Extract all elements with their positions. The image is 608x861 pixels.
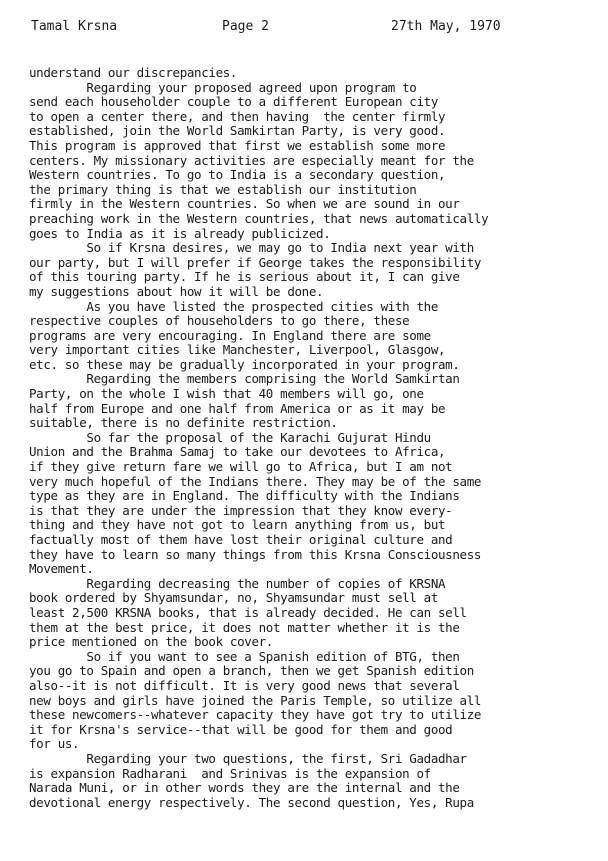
text-line: for us.	[29, 736, 80, 752]
text-line: So far the proposal of the Karachi Gujurat Hindu	[29, 429, 431, 445]
header-name: Tamal Krsna	[31, 19, 118, 34]
text-line: Regarding decreasing the number of copies of KRSNA	[29, 575, 446, 591]
text-line: send each householder couple to a different European city	[29, 94, 439, 110]
text-line: them at the best price, it does not matter whether it is the	[29, 619, 460, 635]
text-line: these newcomers--whatever capacity they have got try to utilize	[29, 707, 482, 723]
text-line: price mentioned on the book cover.	[29, 634, 273, 650]
text-line: firmly in the Western countries. So when we are sound in our	[29, 196, 460, 212]
text-line: etc. so these may be gradually incorporated in your program.	[29, 356, 460, 372]
text-line: Regarding your proposed agreed upon program to	[29, 79, 417, 95]
letter-body	[29, 66, 599, 810]
text-line: you go to Spain and open a branch, then we get Spanish edition	[29, 663, 474, 679]
text-line: As you have listed the prospected cities with the	[29, 298, 439, 314]
text-line: devotional energy respectively. The second question, Yes, Rupa	[29, 794, 474, 810]
text-line: So if Krsna desires, we may go to India next year with	[29, 240, 474, 256]
text-line: new boys and girls have joined the Paris Temple, so utilize all	[29, 692, 482, 708]
text-line: our party, but I will prefer if George takes the responsibility	[29, 254, 482, 270]
text-line: very important cities like Manchester, Liverpool, Glasgow,	[29, 342, 446, 358]
text-line: book ordered by Shyamsundar, no, Shyamsundar must sell at	[29, 590, 439, 606]
text-line: thing and they have not got to learn anything from us, but	[29, 517, 446, 533]
text-line: Party, on the whole I wish that 40 members will go, one	[29, 386, 424, 402]
text-line: if they give return fare we will go to Africa, but I am not	[29, 459, 453, 475]
text-line: least 2,500 KRSNA books, that is already decided. He can sell	[29, 604, 467, 620]
text-line: established, join the World Samkirtan Party, is very good.	[29, 123, 446, 139]
text-line: very much hopeful of the Indians there. They may be of the same	[29, 473, 482, 489]
text-line: half from Europe and one half from America or as it may be	[29, 400, 446, 416]
text-line: factually most of them have lost their original culture and	[29, 532, 453, 547]
text-line: This program is approved that first we establish some more	[29, 137, 446, 153]
text-line: also--it is not difficult. It is very good news that several	[29, 677, 460, 693]
text-line: Union and the Brahma Samaj to take our devotees to Africa,	[29, 444, 446, 460]
text-line: goes to India as it is already publicized.	[29, 225, 331, 241]
text-line: is that they are under the impression that they know every-	[29, 502, 453, 518]
text-line: to open a center there, and then having the center firmly	[29, 108, 446, 124]
header-page-number: Page 2	[222, 19, 269, 34]
text-line: my suggestions about how it will be done.	[29, 283, 324, 299]
text-line: type as they are in England. The difficulty with the Indians	[29, 488, 460, 504]
text-line: centers. My missionary activities are especially meant for the	[29, 152, 474, 168]
text-line: they have to learn so many things from this Krsna Consciousness	[29, 546, 482, 562]
text-line: programs are very encouraging. In England there are some	[29, 327, 431, 343]
text-line: suitable, there is no definite restriction.	[29, 415, 338, 431]
text-line: of this touring party. If he is serious about it, I can give	[29, 269, 460, 285]
text-line: Regarding your two questions, the first, Sri Gadadhar	[29, 750, 467, 766]
text-line: understand our discrepancies.	[29, 65, 238, 80]
text-line: is expansion Radharani and Srinivas is the expansion of	[29, 765, 431, 781]
text-line: Western countries. To go to India is a secondary question,	[29, 167, 446, 183]
text-line: Regarding the members comprising the World Samkirtan	[29, 371, 460, 387]
text-line: Movement.	[29, 561, 94, 577]
text-line: the primary thing is that we establish our institution	[29, 181, 417, 197]
text-line: Narada Muni, or in other words they are the internal and the	[29, 780, 460, 796]
header-date: 27th May, 1970	[391, 19, 501, 34]
text-line: preaching work in the Western countries, that news automatically	[29, 210, 489, 226]
text-line: it for Krsna's service--that will be good for them and good	[29, 721, 453, 737]
text-line: respective couples of householders to go there, these	[29, 313, 410, 329]
text-line: So if you want to see a Spanish edition of BTG, then	[29, 648, 460, 664]
